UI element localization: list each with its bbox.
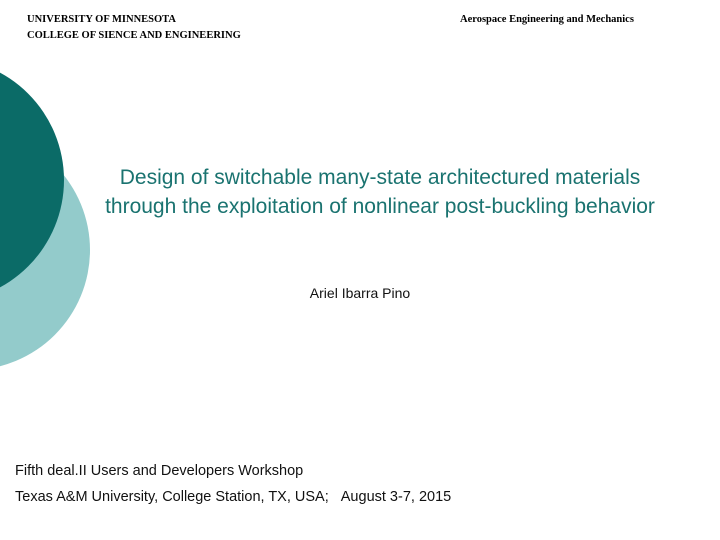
header-left (27, 12, 241, 44)
title-line-2: through the exploitation of nonlinear post-buckling behavior (105, 195, 655, 218)
event-name: Fifth deal.II Users and Developers Workshop (15, 463, 304, 479)
event-dates: August 3-7, 2015 (340, 489, 452, 505)
title-line-1: Design of switchable many-state architectured materials (119, 166, 641, 189)
event-location-line (15, 484, 451, 510)
author-name: Ariel Ibarra Pino (309, 285, 411, 301)
footer (15, 458, 451, 510)
college-name: COLLEGE OF SIENCE AND ENGINEERING (27, 30, 241, 41)
event-location: Texas A&M University, College Station, TX, USA; (15, 489, 329, 505)
department-name: Aerospace Engineering and Mechanics (460, 14, 634, 25)
slide-title (60, 163, 700, 221)
university-name: UNIVERSITY OF MINNESOTA (27, 14, 176, 25)
